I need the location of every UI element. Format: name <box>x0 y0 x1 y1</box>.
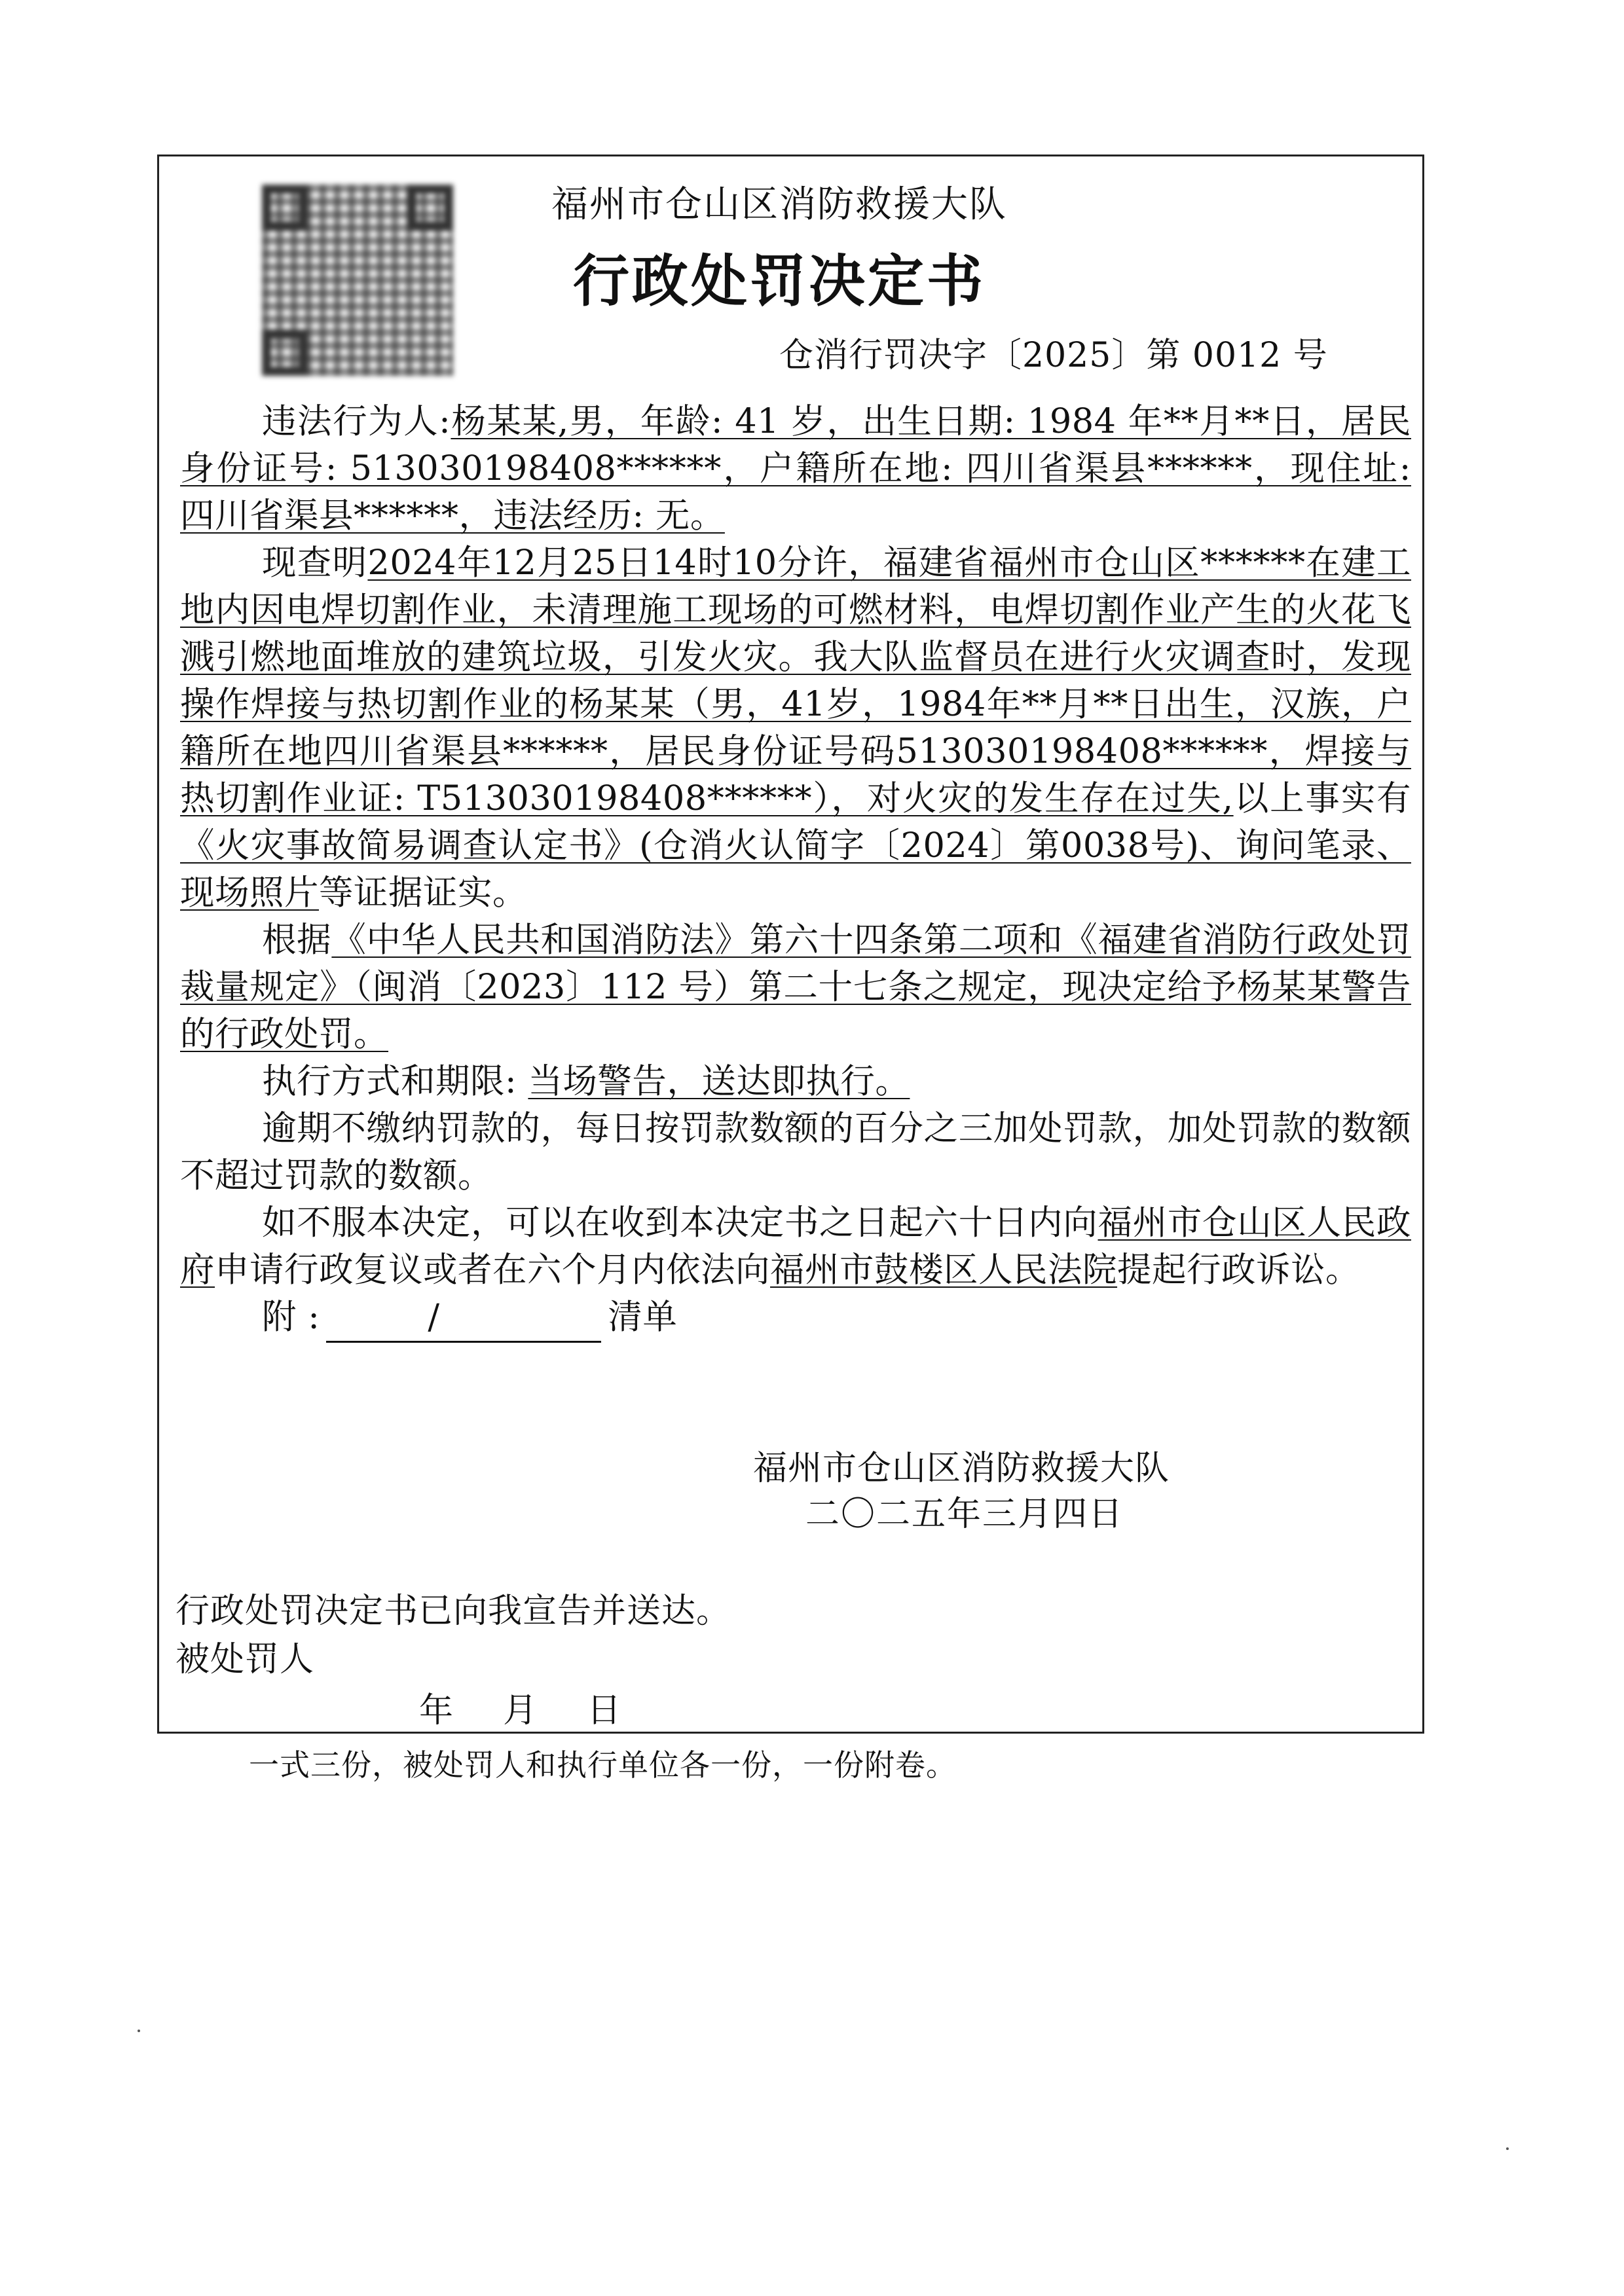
attachment-label: 附 : <box>262 1297 320 1337</box>
appeal-review-org: 福州市仓山区人民政府 <box>180 1203 1411 1290</box>
execution-label: 执行方式和期限: <box>262 1061 517 1101</box>
paragraph-appeal <box>180 1199 1411 1294</box>
attachment-suffix: 清单 <box>608 1297 678 1337</box>
receipt-person-label: 被处罚人 <box>175 1640 315 1679</box>
receipt-statement: 行政处罚决定书已向我宣告并送达。 <box>175 1592 731 1631</box>
signature-date: 二〇二五年三月四日 <box>805 1495 1124 1534</box>
appeal-text-c: 提起行政诉讼。 <box>1117 1250 1361 1290</box>
issuing-org: 福州市仓山区消防救援大队 <box>551 183 1007 226</box>
attachment-value: / <box>326 1294 601 1343</box>
scan-speck <box>1506 2147 1509 2150</box>
paragraph-offender <box>180 398 1411 539</box>
execution-content: 当场警告，送达即执行。 <box>528 1061 910 1101</box>
facts-prefix: 现查明 <box>262 543 368 583</box>
paragraph-execution <box>180 1058 1411 1105</box>
appeal-text-b: 申请行政复议或者在六个月内依法向 <box>215 1250 771 1290</box>
offender-details: 杨某某,男，年龄: 41 岁，出生日期: 1984 年**月**日，居民身份证号: 513030198408******，户籍所在地: 四川省渠县******，现住址: 四川省渠县******，违法经历: 无。 <box>180 401 1411 536</box>
facts-suffix: 等证据证实。 <box>319 873 528 913</box>
document-number: 仓消行罚决字〔2025〕第 0012 号 <box>779 336 1328 375</box>
document-body <box>180 398 1411 1343</box>
signature-org: 福州市仓山区消防救援大队 <box>753 1449 1170 1488</box>
paragraph-facts <box>180 539 1411 917</box>
basis-content: 《中华人民共和国消防法》第六十四条第二项和《福建省消防行政处罚裁量规定》（闽消〔2023〕112 号）第二十七条之规定，现决定给予杨某某警告的行政处罚。 <box>180 920 1411 1054</box>
paragraph-overdue: 逾期不缴纳罚款的，每日按罚款数额的百分之三加处罚款，加处罚款的数额不超过罚款的数额。 <box>180 1108 1411 1195</box>
basis-prefix: 根据 <box>262 920 332 960</box>
appeal-text-a: 如不服本决定，可以在收到本决定书之日起六十日内向 <box>262 1203 1098 1243</box>
paragraph-attachment <box>180 1294 1411 1343</box>
scan-speck <box>138 2030 140 2032</box>
appeal-court: 福州市鼓楼区人民法院 <box>770 1250 1118 1290</box>
document-title: 行政处罚决定书 <box>573 248 986 314</box>
facts-evidence: 《火灾事故简易调查认定书》(仓消火认简字〔2024〕第0038号)、询问笔录、现场照片 <box>180 826 1411 913</box>
receipt-date-placeholder: 年 月 日 <box>419 1691 623 1730</box>
footer-note: 一式三份，被处罚人和执行单位各一份，一份附卷。 <box>249 1747 957 1783</box>
offender-label: 违法行为人: <box>262 401 451 441</box>
facts-mid: 以上事实有 <box>1233 778 1411 818</box>
paragraph-basis <box>180 917 1411 1058</box>
qr-code <box>262 185 453 376</box>
facts-content: 2024年12月25日14时10分许，福建省福州市仓山区******在建工地内因电焊切割作业，未清理施工现场的可燃材料，电焊切割作业产生的火花飞溅引燃地面堆放的建筑垃圾，引发火灾。我大队监督员在进行火灾调查时，发现操作焊接与热切割作业的杨某某（男，41岁，1984年**月**日出生，汉族，户籍所在地四川省渠县******，居民身份证号码513030198408******，焊接与热切割作业证: T513030198408******），对火灾的发生存在过失, <box>180 543 1411 818</box>
